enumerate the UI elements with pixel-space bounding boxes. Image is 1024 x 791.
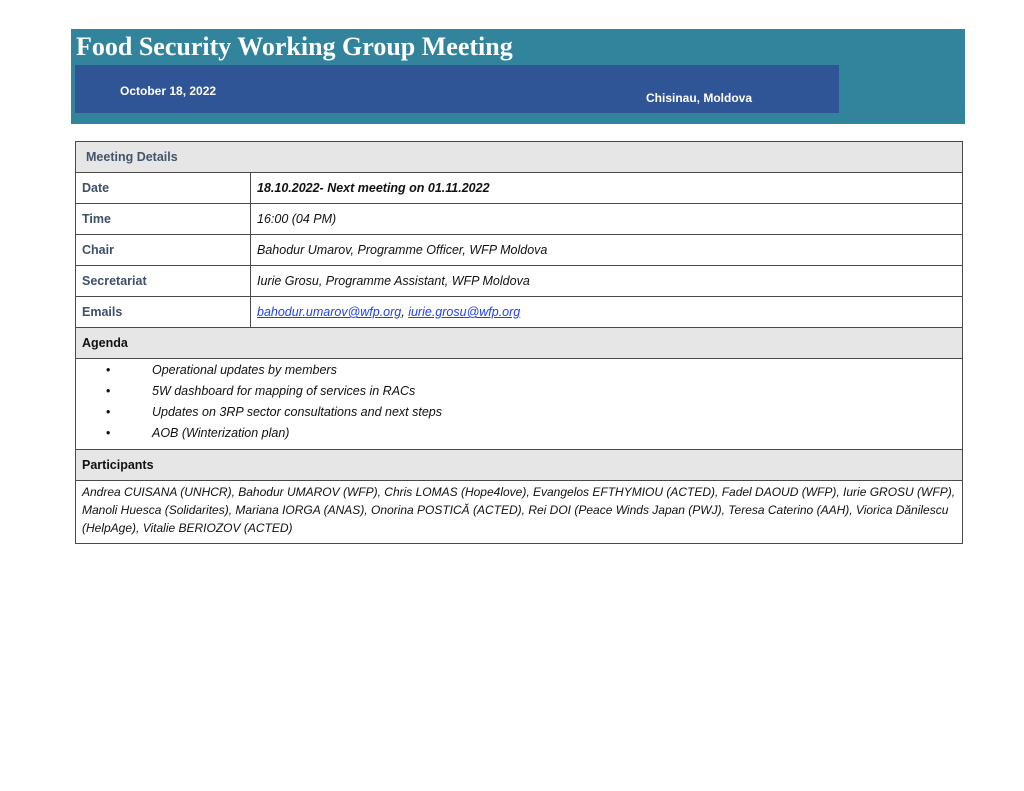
meeting-details-heading: Meeting Details — [76, 142, 963, 173]
meeting-location: Chisinau, Moldova — [646, 91, 753, 105]
agenda-row — [76, 359, 963, 450]
date-value: 18.10.2022- Next meeting on 01.11.2022 — [251, 173, 963, 204]
agenda-item: • 5W dashboard for mapping of services in RACs — [82, 381, 956, 402]
chair-row — [76, 235, 963, 266]
time-label: Time — [76, 204, 251, 235]
agenda-item: • AOB (Winterization plan) — [82, 423, 956, 444]
agenda-item: • Operational updates by members — [82, 360, 956, 381]
meeting-details-header-row — [76, 142, 963, 173]
agenda-cell — [76, 359, 963, 450]
participants-header-row — [76, 450, 963, 481]
email-link-chair[interactable]: bahodur.umarov@wfp.org — [257, 305, 402, 319]
agenda-item: • Updates on 3RP sector consultations and next steps — [82, 402, 956, 423]
date-label: Date — [76, 173, 251, 204]
meeting-date: October 18, 2022 — [120, 84, 217, 98]
header-banner — [71, 29, 965, 124]
header-subbar — [75, 65, 839, 113]
meeting-details-table — [75, 141, 963, 544]
chair-label: Chair — [76, 235, 251, 266]
secretariat-row — [76, 266, 963, 297]
participants-heading: Participants — [76, 450, 963, 481]
date-row — [76, 173, 963, 204]
document-title: Food Security Working Group Meeting — [76, 32, 513, 61]
agenda-list — [82, 360, 956, 444]
secretariat-label: Secretariat — [76, 266, 251, 297]
participants-list: Andrea CUISANA (UNHCR), Bahodur UMAROV (WFP), Chris LOMAS (Hope4love), Evangelos EFTHYMIOU (ACTED), Fadel DAOUD (WFP), Iurie GROSU (WFP), Manoli Huesca (Solidarites), Mariana IORGA (ANAS), Onorina POSTICĂ (ACTED), Rei DOI (Peace Winds Japan (PWJ), Teresa Caterino (AAH), Viorica Dănilescu (HelpAge), Vitalie BERIOZOV (ACTED) — [76, 481, 963, 544]
time-value: 16:00 (04 PM) — [251, 204, 963, 235]
time-row — [76, 204, 963, 235]
participants-row — [76, 481, 963, 544]
email-link-secretariat[interactable]: iurie.grosu@wfp.org — [408, 305, 521, 319]
emails-label: Emails — [76, 297, 251, 328]
emails-row — [76, 297, 963, 328]
emails-value — [251, 297, 963, 328]
chair-value: Bahodur Umarov, Programme Officer, WFP Moldova — [251, 235, 963, 266]
agenda-header-row — [76, 328, 963, 359]
secretariat-value: Iurie Grosu, Programme Assistant, WFP Moldova — [251, 266, 963, 297]
email-separator: , — [401, 305, 409, 319]
agenda-heading: Agenda — [76, 328, 963, 359]
